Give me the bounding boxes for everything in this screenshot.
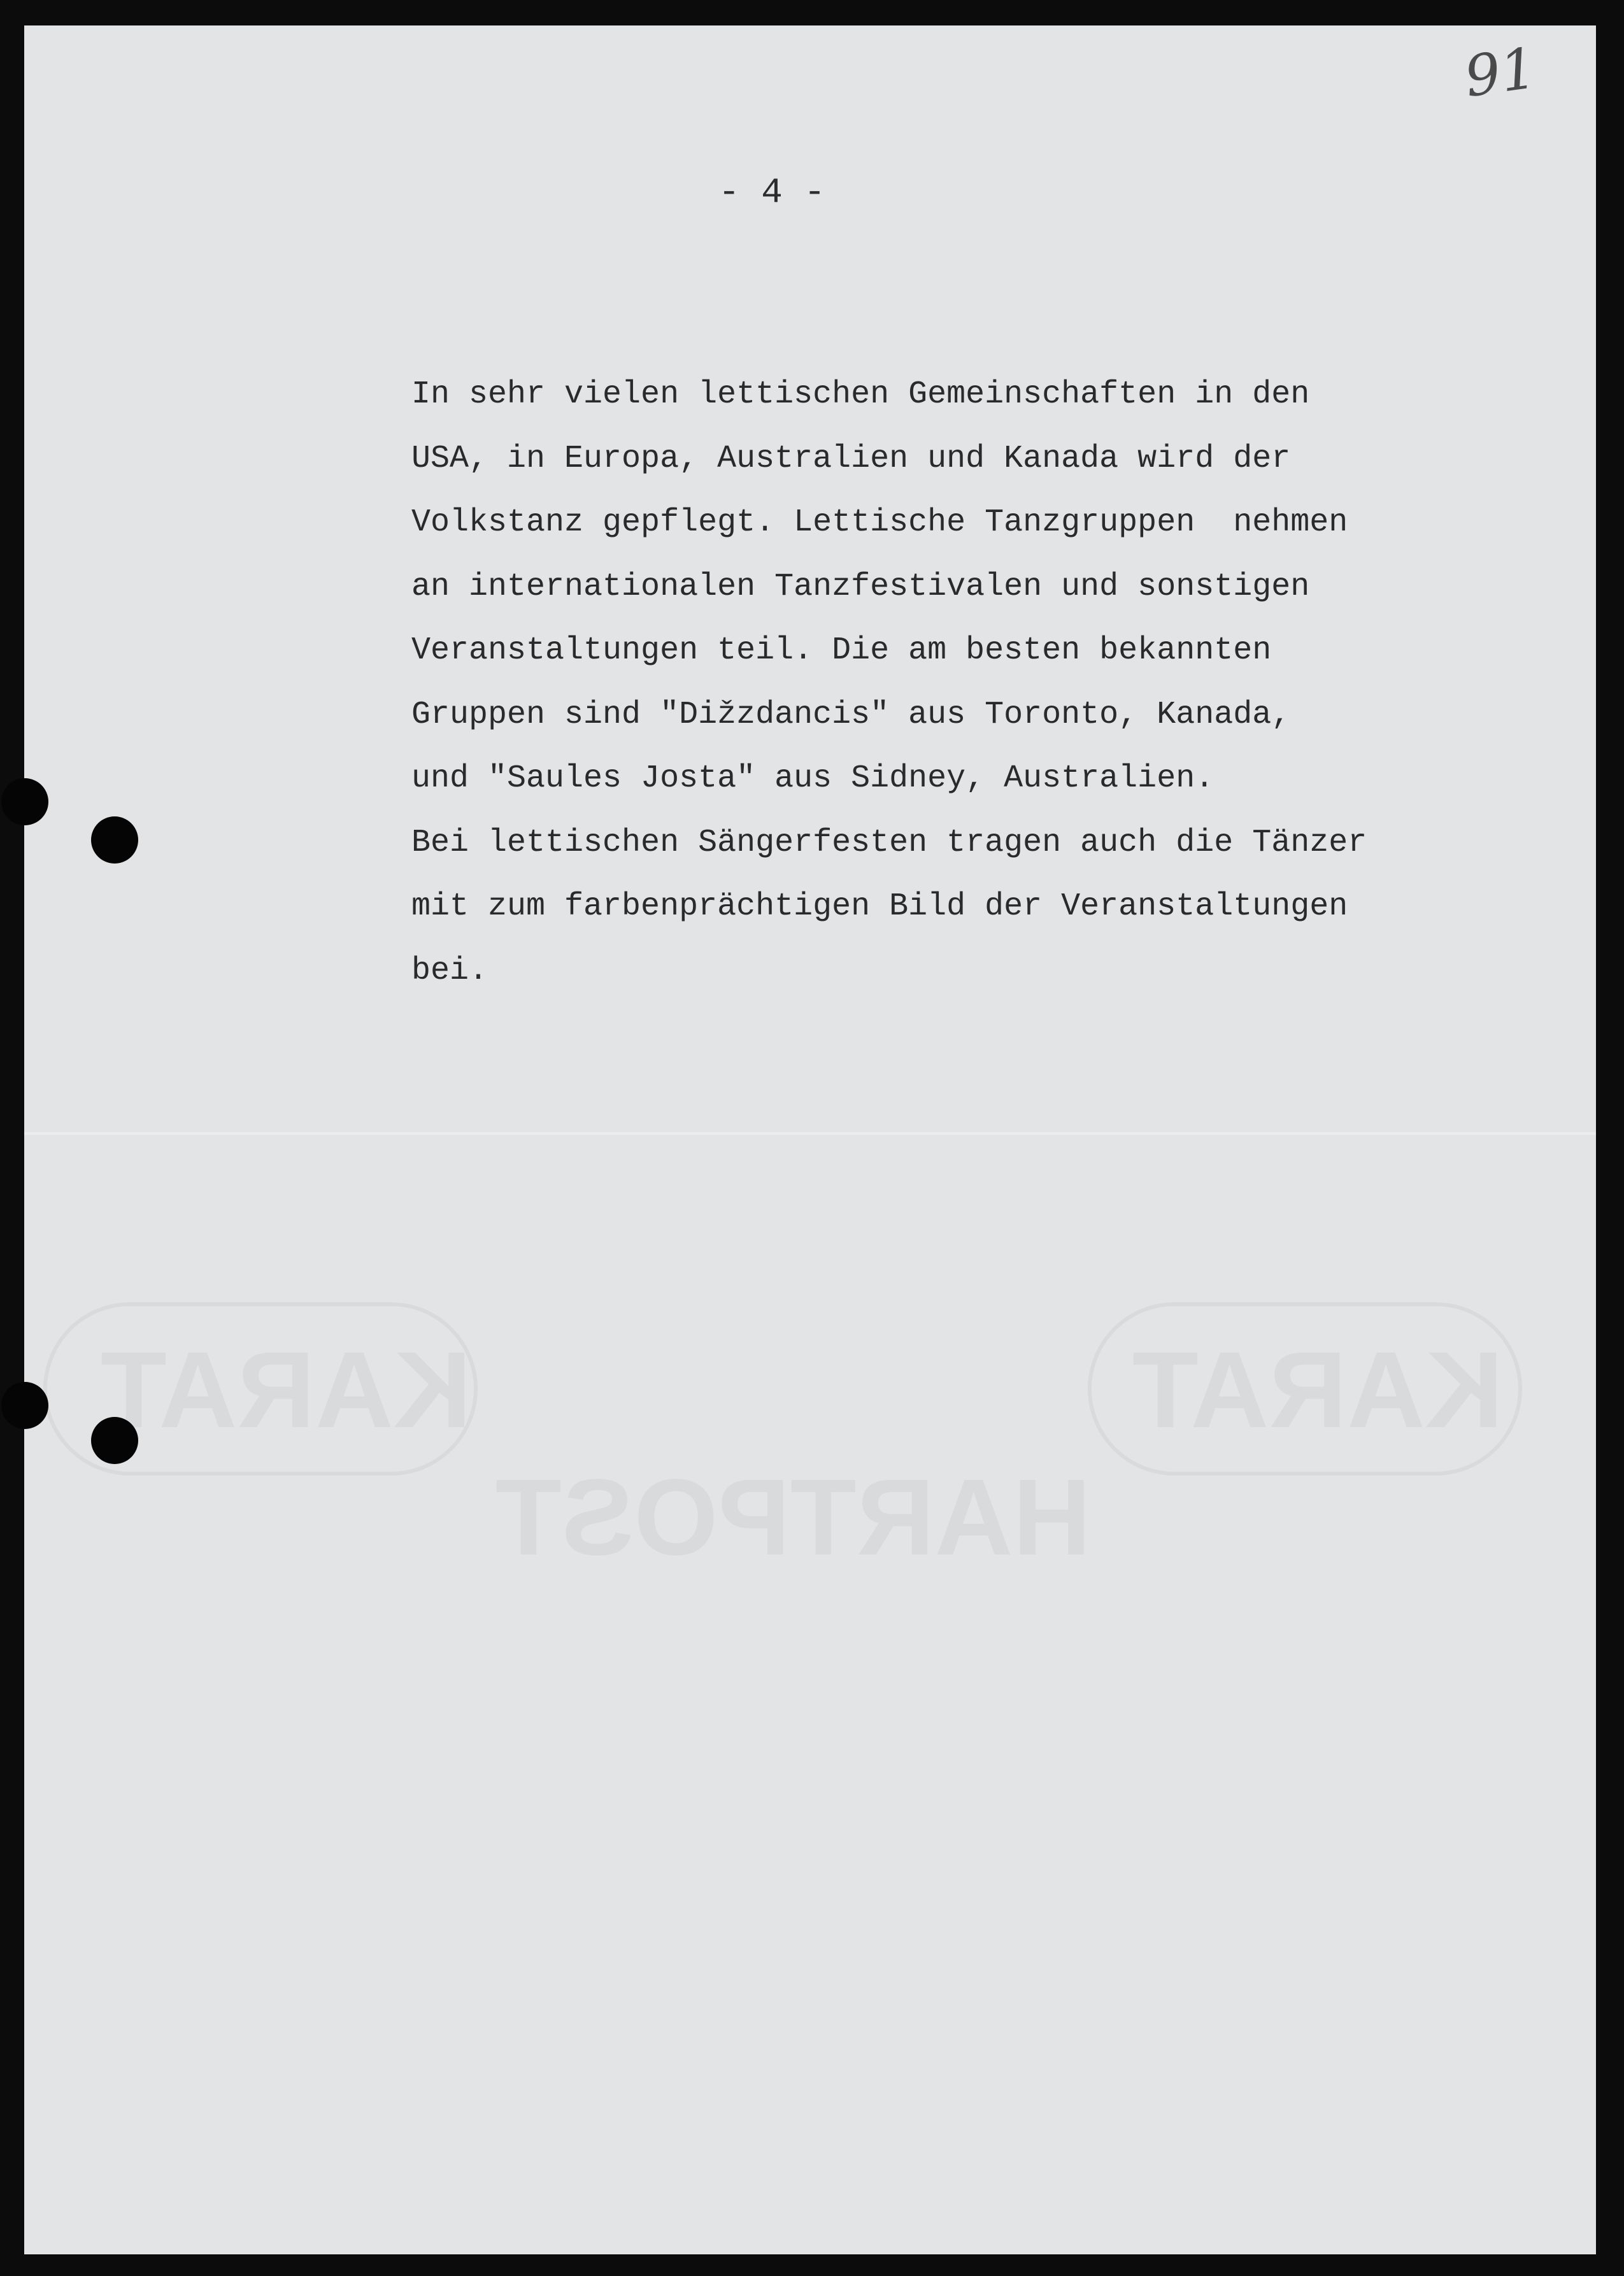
typed-paragraph bbox=[411, 363, 1367, 1003]
paper-fold-line bbox=[24, 1132, 1596, 1135]
paragraph-line: USA, in Europa, Australien und Kanada wird der bbox=[411, 440, 1291, 477]
paragraph-line: an internationalen Tanzfestivalen und sonstigen bbox=[411, 568, 1310, 605]
paragraph-line: Gruppen sind "Dižzdancis" aus Toronto, Kanada, bbox=[411, 696, 1291, 733]
paragraph-line: Volkstanz gepflegt. Lettische Tanzgruppen nehmen bbox=[411, 504, 1348, 541]
paragraph-line: Bei lettischen Sängerfesten tragen auch die Tänzer bbox=[411, 824, 1367, 861]
paragraph-line: In sehr vielen lettischen Gemeinschaften in den bbox=[411, 376, 1310, 413]
watermark-sub bbox=[495, 1455, 1091, 1580]
punch-hole bbox=[1, 1382, 48, 1429]
punch-hole bbox=[1, 778, 48, 825]
paragraph-line: und "Saules Josta" aus Sidney, Australien. bbox=[411, 760, 1214, 797]
watermark-brand-left bbox=[101, 1328, 471, 1453]
watermark-brand-right bbox=[1132, 1328, 1503, 1453]
paragraph-line: bei. bbox=[411, 952, 488, 989]
document-page bbox=[24, 25, 1596, 2254]
page-number: - 4 - bbox=[718, 172, 826, 213]
punch-hole bbox=[91, 1417, 138, 1464]
punch-hole bbox=[91, 816, 138, 864]
paragraph-line: Veranstaltungen teil. Die am besten bekannten bbox=[411, 632, 1272, 669]
paragraph-line: mit zum farbenprächtigen Bild der Veranstaltungen bbox=[411, 888, 1348, 925]
handwritten-folio-number: 91 bbox=[1460, 34, 1541, 110]
